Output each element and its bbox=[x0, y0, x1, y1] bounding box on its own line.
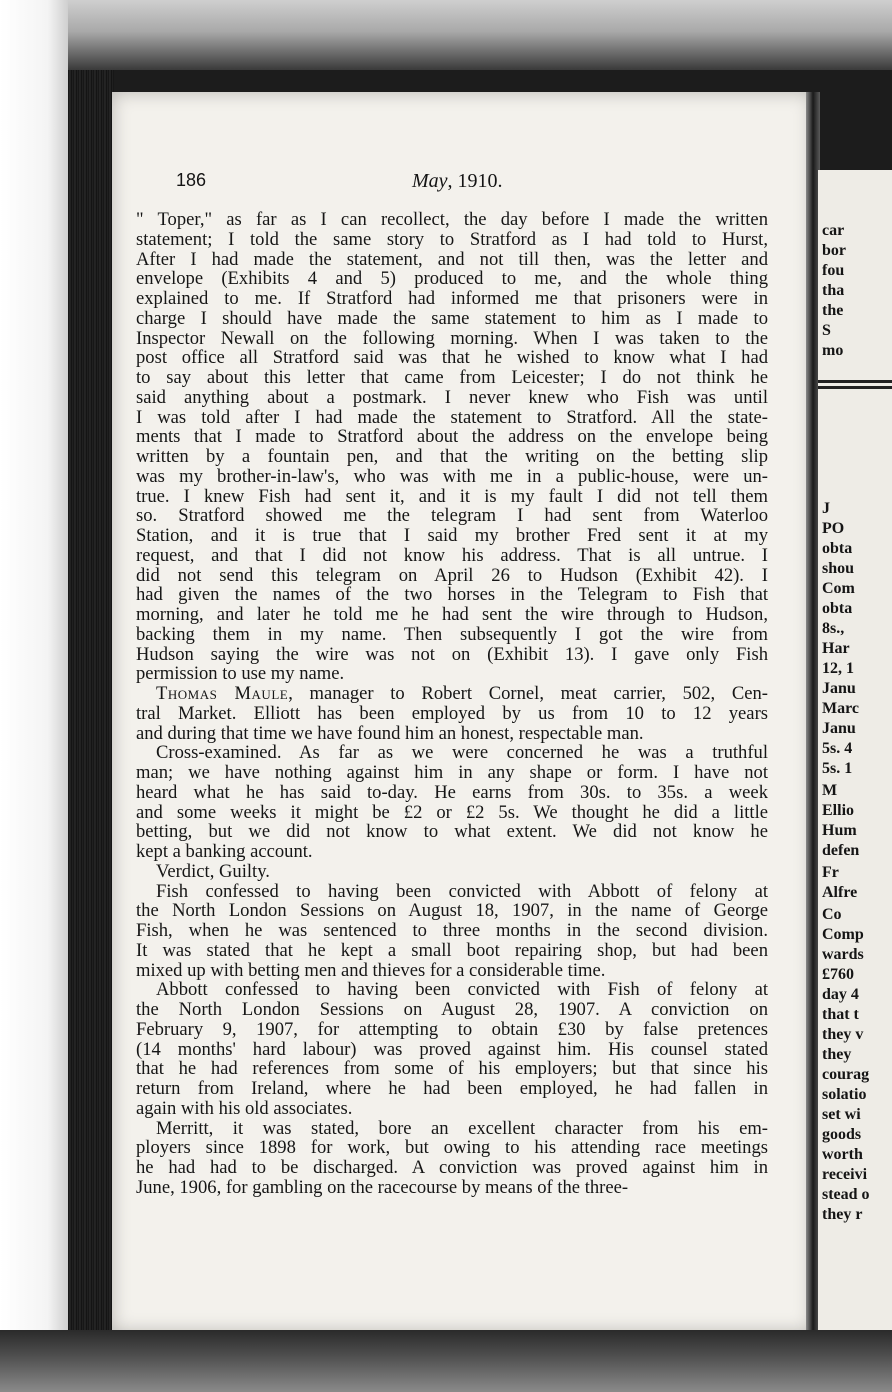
text-line: post office all Stratford said was that he wished to know what I had bbox=[136, 347, 768, 369]
next-page-fragment: Ellio bbox=[822, 802, 855, 819]
next-page-fragment: car bbox=[822, 222, 845, 239]
text-line: heard what he has said to-day. He earns from 30s. to 35s. a week bbox=[136, 781, 768, 803]
text-line: man; we have nothing against him in any shape or form. I have not bbox=[136, 762, 768, 783]
next-page-fragment: Fr bbox=[822, 864, 839, 881]
next-page-fragment: they v bbox=[822, 1026, 864, 1043]
next-page-fragment: solatio bbox=[822, 1086, 867, 1103]
book-spine bbox=[68, 70, 114, 1330]
next-page-fragment: that t bbox=[822, 1006, 859, 1023]
text-line: written by a fountain pen, and that the writing on the betting slip bbox=[136, 446, 768, 467]
text-line: Fish, when he was sentenced to three months in the second division. bbox=[136, 920, 768, 941]
text-line: ments that I made to Stratford about the address on the envelope being bbox=[136, 426, 768, 448]
next-page-fragment: set wi bbox=[822, 1106, 861, 1123]
text-line: he had had to be discharged. A conviction was proved against him in bbox=[136, 1157, 768, 1178]
text-line: Verdict, Guilty. bbox=[156, 860, 270, 882]
text-line: backing them in my name. Then subsequently I got the wire from bbox=[136, 623, 768, 645]
text-line: said anything about a postmark. I never knew who Fish was until bbox=[136, 386, 768, 408]
next-page-fragment: PO bbox=[822, 520, 845, 537]
text-line: so. Stratford showed me the telegram I had sent from Waterloo bbox=[136, 505, 768, 527]
next-page-rule bbox=[818, 386, 892, 389]
next-page-fragment: receivi bbox=[822, 1166, 868, 1183]
next-page-fragment: £760 bbox=[822, 966, 854, 983]
page-date-month: May bbox=[412, 170, 448, 192]
text-line: ployers since 1898 for work, but owing to his attending race meetings bbox=[136, 1137, 768, 1159]
page-body-text bbox=[136, 210, 768, 1198]
next-page-fragment: M bbox=[822, 782, 838, 799]
next-page-fragment: S bbox=[822, 322, 831, 339]
next-page-fragment: Alfre bbox=[822, 884, 858, 901]
text-line: return from Ireland, where he had been employed, he had fallen in bbox=[136, 1078, 768, 1099]
text-line: had given the names of the two horses in the Telegram to Fish that bbox=[136, 584, 768, 606]
witness-name: Thomas Maule bbox=[156, 683, 289, 704]
next-page-fragment: 5s. 1 bbox=[822, 760, 853, 777]
next-page-fragment: bor bbox=[822, 242, 846, 259]
text-line: I was told after I had made the statement to Stratford. All the state- bbox=[136, 406, 768, 428]
page-number: 186 bbox=[176, 170, 207, 190]
text-line: (14 months' hard labour) was proved against him. His counsel stated bbox=[136, 1038, 768, 1060]
next-page-fragment: Comp bbox=[822, 926, 864, 943]
next-page-fragment: day 4 bbox=[822, 986, 859, 1003]
text-line: Station, and it is true that I said my brother Fred sent it at my bbox=[136, 525, 768, 546]
text-line: Inspector Newall on the following morning. When I was taken to the bbox=[136, 327, 768, 349]
next-page-fragment: fou bbox=[822, 262, 845, 279]
text-line: Hudson saying the wire was not on (Exhibit 13). I gave only Fish bbox=[136, 643, 768, 665]
text-line: true. I knew Fish had sent it, and it is my fault I did not tell them bbox=[136, 485, 768, 507]
next-page-fragment: obta bbox=[822, 540, 853, 557]
next-page-fragment: courag bbox=[822, 1066, 870, 1083]
next-page-fragment: Janu bbox=[822, 720, 856, 737]
next-page-fragment: they bbox=[822, 1046, 852, 1063]
text-line: charge I should have made the same statement to him as I made to bbox=[136, 307, 768, 329]
text-line: the North London Sessions on August 28, 1907. A conviction on bbox=[136, 999, 768, 1020]
text-line: and some weeks it might be £2 or £2 5s. We thought he did a little bbox=[136, 801, 768, 823]
next-page-fragment: mo bbox=[822, 342, 844, 359]
text-line: mixed up with betting men and thieves for a considerable time. bbox=[136, 959, 606, 981]
next-page-fragment: Marc bbox=[822, 700, 860, 717]
next-page-fragment: obta bbox=[822, 600, 853, 617]
next-page-fragment: shou bbox=[822, 560, 855, 577]
text-line: February 9, 1907, for attempting to obtain £30 by false pretences bbox=[136, 1018, 768, 1040]
scan-bottom-edge bbox=[0, 1330, 892, 1392]
next-page-strip bbox=[818, 170, 892, 1335]
next-page-fragment: worth bbox=[822, 1146, 863, 1163]
next-page-fragment: Com bbox=[822, 580, 855, 597]
witness-line bbox=[136, 684, 768, 704]
page-date-year: , 1910. bbox=[447, 170, 503, 192]
text-line: kept a banking account. bbox=[136, 841, 313, 862]
text-line: explained to me. If Stratford had informed me that prisoners were in bbox=[136, 288, 768, 309]
page-header bbox=[176, 170, 796, 194]
next-page-fragment: Hum bbox=[822, 822, 857, 839]
next-page-fragment: tha bbox=[822, 282, 845, 299]
page-date bbox=[412, 170, 503, 193]
text-line: statement; I told the same story to Stratford as I had told to Hurst, bbox=[136, 228, 768, 250]
text-line: was my brother-in-law's, who was with me in a public-house, were un- bbox=[136, 465, 768, 487]
text-line: Merritt, it was stated, bore an excellent character from his em- bbox=[156, 1117, 768, 1139]
text-line: and during that time we have found him an honest, respectable man. bbox=[136, 722, 644, 744]
next-page-fragment: Har bbox=[822, 640, 850, 657]
text-line: to say about this letter that came from Leicester; I do not think he bbox=[136, 367, 768, 388]
next-page-rule bbox=[818, 380, 892, 383]
witness-description: , manager to Robert Cornel, meat carrier, 502, Cen- bbox=[288, 683, 768, 704]
next-page-fragment: Co bbox=[822, 906, 842, 923]
text-line: permission to use my name. bbox=[136, 663, 345, 685]
next-page-fragment: J bbox=[822, 500, 830, 517]
next-page-fragment: 8s., bbox=[822, 620, 845, 637]
text-line: betting, but we did not know to what extent. We did not know he bbox=[136, 821, 768, 843]
next-page-fragment: goods bbox=[822, 1126, 862, 1143]
text-line: June, 1906, for gambling on the racecourse by means of the three- bbox=[136, 1176, 629, 1198]
scan-top-edge bbox=[0, 0, 892, 70]
text-line: did not send this telegram on April 26 to Hudson (Exhibit 42). I bbox=[136, 564, 768, 586]
next-page-fragment: the bbox=[822, 302, 844, 319]
next-page-fragment: Janu bbox=[822, 680, 856, 697]
text-line: that he had references from some of his employers; but that since his bbox=[136, 1058, 768, 1080]
text-line: envelope (Exhibits 4 and 5) produced to me, and the whole thing bbox=[136, 268, 768, 290]
scan-left-margin bbox=[0, 0, 68, 1392]
text-line: Fish confessed to having been convicted with Abbott of felony at bbox=[156, 880, 768, 902]
text-line: request, and that I did not know his address. That is all untrue. I bbox=[136, 544, 768, 566]
next-page-fragment: defen bbox=[822, 842, 860, 859]
text-line: tral Market. Elliott has been employed by us from 10 to 12 years bbox=[136, 702, 768, 724]
next-page-fragment: 5s. 4 bbox=[822, 740, 853, 757]
next-page-fragment: stead o bbox=[822, 1186, 870, 1203]
text-line: morning, and later he told me he had sent the wire through to Hudson, bbox=[136, 604, 768, 625]
text-line: It was stated that he kept a small boot repairing shop, but had been bbox=[136, 939, 768, 961]
text-line: the North London Sessions on August 18, 1907, in the name of George bbox=[136, 900, 768, 922]
next-page-fragment: they r bbox=[822, 1206, 863, 1223]
text-line: After I had made the statement, and not till then, was the letter and bbox=[136, 248, 768, 270]
next-page-fragment: 12, 1 bbox=[822, 660, 854, 677]
text-line: again with his old associates. bbox=[136, 1097, 353, 1119]
text-line: Cross-examined. As far as we were concerned he was a truthful bbox=[156, 742, 768, 764]
next-page-fragment: wards bbox=[822, 946, 864, 963]
text-line: Abbott confessed to having been convicted with Fish of felony at bbox=[156, 979, 768, 1001]
text-line: " Toper," as far as I can recollect, the day before I made the written bbox=[136, 209, 768, 230]
